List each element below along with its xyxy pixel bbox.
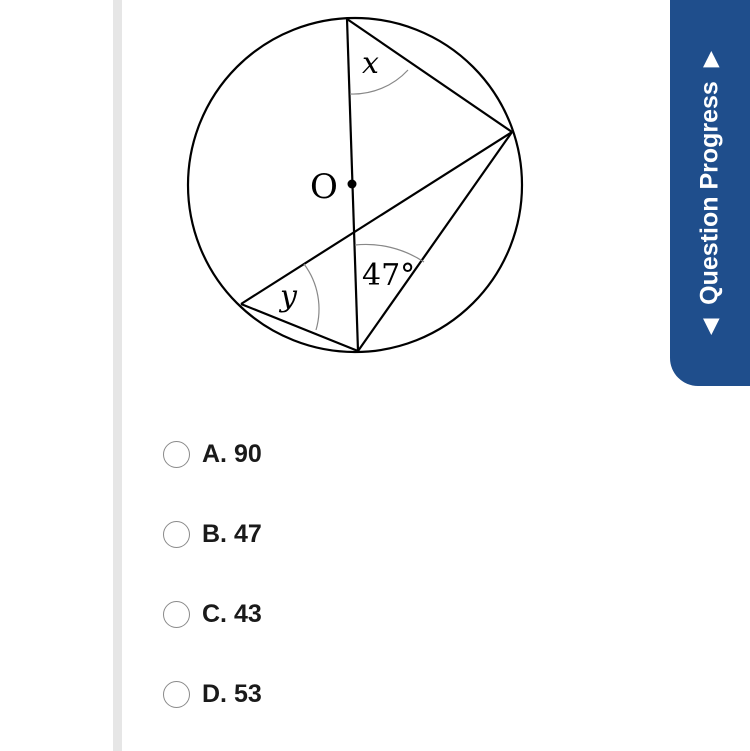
choice-b[interactable] [163,516,563,552]
choice-a-radio[interactable] [163,441,190,468]
expand-right-triangle-icon: ▶ [699,51,721,68]
circle-geometry-figure [170,0,540,370]
question-progress-label: Question Progress [695,81,724,305]
angle-x-arc [350,70,408,94]
angle-y-label: y [280,279,297,314]
choice-b-label[interactable]: B. 47 [202,520,262,548]
angle-47-label: 47° [362,258,416,293]
choice-d-radio[interactable] [163,681,190,708]
choice-c-label[interactable]: C. 43 [202,600,262,628]
center-label: O [310,167,338,207]
center-point [348,180,357,189]
chord-right-bottom [358,132,512,351]
chord-lowerleft-bottom [241,304,358,351]
left-divider [113,0,122,751]
angle-y-arc [304,264,319,330]
answer-choices [163,436,563,751]
left-gutter [0,0,113,751]
figure-svg [170,0,540,370]
choice-d[interactable] [163,676,563,712]
choice-c[interactable] [163,596,563,632]
question-progress-tab[interactable] [670,0,750,386]
choice-a[interactable] [163,436,563,472]
question-progress-content [696,52,725,334]
angle-x-label: x [362,46,379,81]
collapse-left-triangle-icon: ◀ [699,318,721,335]
choice-d-label[interactable]: D. 53 [202,680,262,708]
choice-c-radio[interactable] [163,601,190,628]
choice-a-label[interactable]: A. 90 [202,440,262,468]
choice-b-radio[interactable] [163,521,190,548]
